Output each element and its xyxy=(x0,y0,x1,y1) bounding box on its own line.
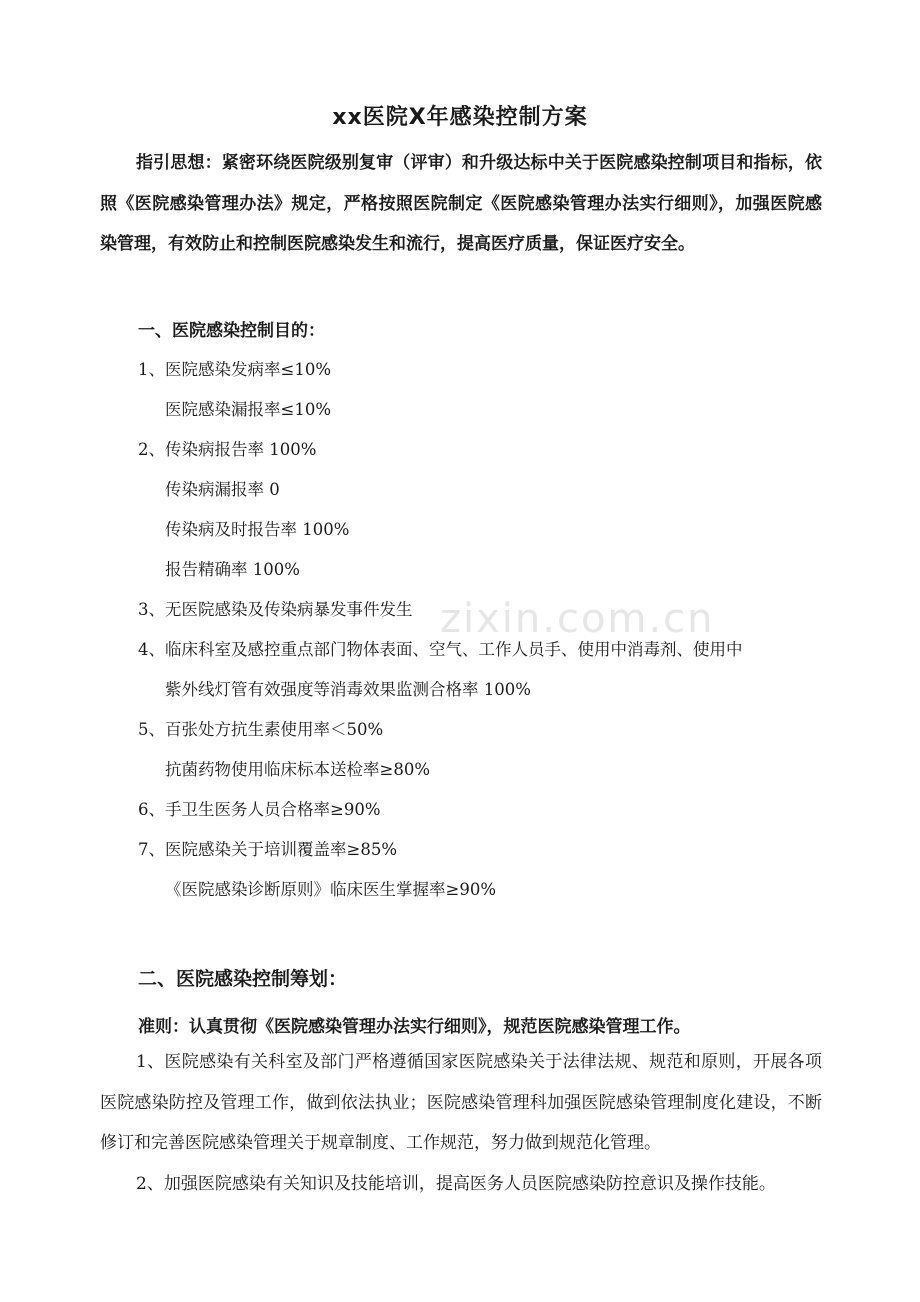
goal-item-3: 3、无医院感染及传染病暴发事件发生 xyxy=(138,600,413,619)
goal-item-5a: 抗菌药物使用临床标本送检率≥80% xyxy=(165,760,430,779)
goal-item-7a: 《医院感染诊断原则》临床医生掌握率≥90% xyxy=(165,880,496,899)
document-title: xx医院X年感染控制方案 xyxy=(332,105,588,130)
plan-paragraph-1: 1、医院感染有关科室及部门严格遵循国家医院感染关于法律法规、规范和原则，开展各项医院感染防控及管理工作，做到依法执业；医院感染管理科加强医院感染管理制度化建设，不断修订和完善医院感染管理关于规章制度、工作规范，努力做到规范化管理。 xyxy=(100,1052,822,1154)
goal-item-2b: 传染病及时报告率 100% xyxy=(165,520,350,539)
plan-paragraph-2: 2、加强医院感染有关知识及技能培训，提高医务人员医院感染防控意识及操作技能。 xyxy=(136,1174,776,1194)
goal-item-6: 6、手卫生医务人员合格率≥90% xyxy=(138,800,381,819)
goal-item-5: 5、百张处方抗生素使用率＜50% xyxy=(138,720,384,739)
goal-item-1: 1、医院感染发病率≤10% xyxy=(138,360,331,379)
goal-item-2c: 报告精确率 100% xyxy=(165,560,300,579)
goal-item-2: 2、传染病报告率 100% xyxy=(138,440,317,459)
goal-item-4-continued: 紫外线灯管有效强度等消毒效果监测合格率 100% xyxy=(165,680,531,699)
guiding-thought-paragraph: 指引思想：紧密环绕医院级别复审（评审）和升级达标中关于医院感染控制项目和指标，依照《医院感染管理办法》规定，严格按照医院制定《医院感染管理办法实行细则》，加强医院感染管理，有效防止和控制医院感染发生和流行，提高医疗质量，保证医疗安全。 xyxy=(100,153,822,255)
goal-item-4: 4、临床科室及感控重点部门物体表面、空气、工作人员手、使用中消毒剂、使用中 xyxy=(138,640,743,659)
section2-heading: 二、医院感染控制筹划： xyxy=(138,968,348,990)
section2-principle: 准则：认真贯彻《医院感染管理办法实行细则》，规范医院感染管理工作。 xyxy=(138,1017,691,1037)
goal-item-2a: 传染病漏报率 0 xyxy=(165,480,280,499)
goal-item-7: 7、医院感染关于培训覆盖率≥85% xyxy=(138,840,397,859)
section1-heading: 一、医院感染控制目的： xyxy=(138,321,325,341)
watermark: zixin.com.cn xyxy=(440,596,715,642)
goal-item-1a: 医院感染漏报率≤10% xyxy=(165,400,331,419)
